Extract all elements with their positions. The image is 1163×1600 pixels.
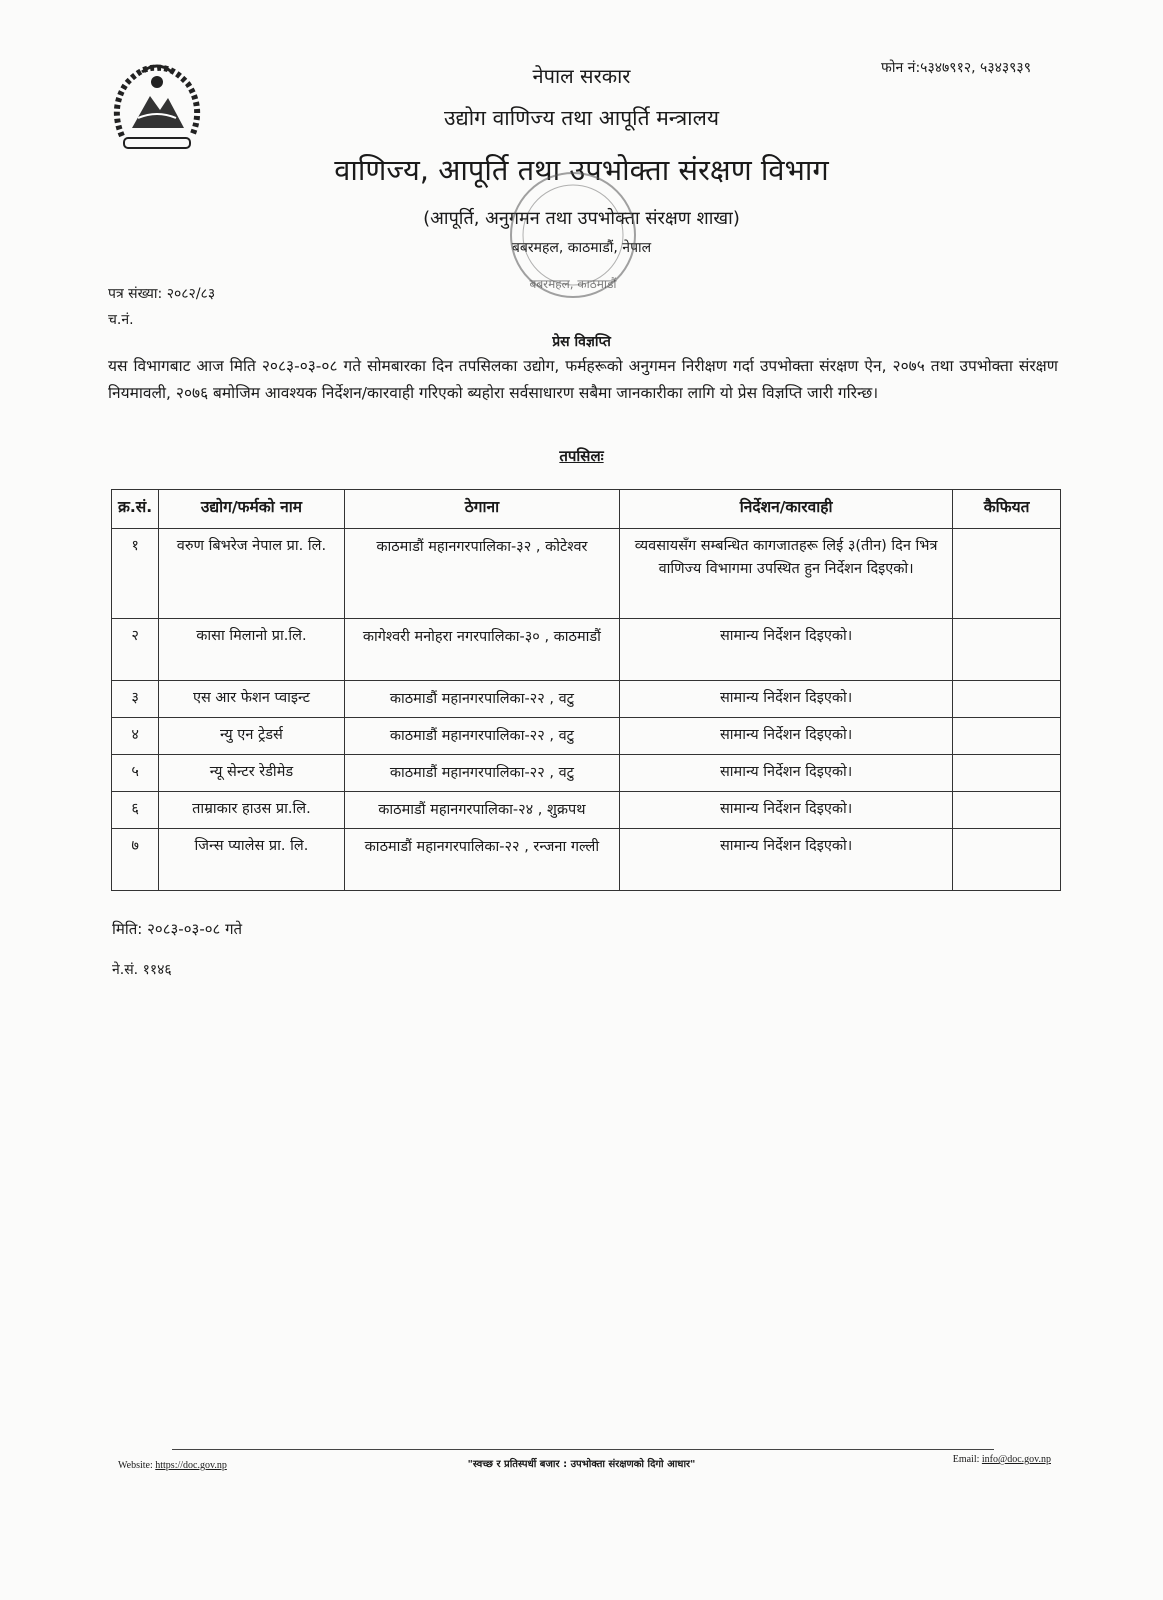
firm-name-cell: जिन्स प्यालेस प्रा. लि. [159, 829, 345, 891]
email-link[interactable]: info@doc.gov.np [981, 1454, 1051, 1465]
website-label: Website: [118, 1460, 153, 1471]
email-label: Email: [952, 1454, 980, 1465]
firm-name-cell: ताम्राकार हाउस प्रा.लि. [159, 792, 345, 829]
header-remarks: कैफियत [953, 490, 1061, 529]
nepal-sambat-year: ने.सं. ११४६ [112, 962, 172, 978]
table-row [112, 829, 1061, 891]
press-release-body: यस विभागबाट आज मिति २०८३-०३-०८ गते सोमबारका दिन तपसिलका उद्योग, फर्महरूको अनुगमन निरीक्षण गर्दा उपभोक्ता संरक्षण ऐन, २०७५ तथा उपभोक्ता संरक्षण नियमावली, २०७६ बमोजिम आवश्यक निर्देशन/कारवाही गरिएको ब्यहोरा सर्वसाधारण सबैमा जानकारीका लागि यो प्रेस विज्ञप्ति जारी गरिन्छ। [108, 357, 1058, 402]
serial-cell: ५ [112, 755, 159, 792]
action-cell: व्यवसायसँग सम्बन्धित कागजातहरू लिई ३(तीन) दिन भित्र वाणिज्य विभागमा उपस्थित हुन निर्देशन दिइएको। [620, 529, 953, 619]
table-row [112, 681, 1061, 718]
issue-date: मिति: २०८३-०३-०८ गते [112, 920, 243, 938]
serial-cell: ६ [112, 792, 159, 829]
table-header-row [112, 490, 1061, 529]
serial-cell: ७ [112, 829, 159, 891]
letter-reference-number: पत्र संख्या: २०८२/८३ [108, 286, 216, 302]
address-cell: काठमाडौं महानगरपालिका-२२ , वटु [344, 755, 619, 792]
header-address: ठेगाना [344, 490, 619, 529]
office-stamp [498, 160, 648, 310]
table-row [112, 619, 1061, 681]
website-link[interactable]: https://doc.gov.np [155, 1460, 227, 1471]
phone-number: फोन नं:५३४७९१२, ५३४३९३९ [881, 60, 1031, 76]
department-name: वाणिज्य, आपूर्ति तथा उपभोक्ता संरक्षण विभाग [334, 153, 829, 187]
table-row [112, 755, 1061, 792]
address-cell: काठमाडौं महानगरपालिका-२२ , रन्जना गल्ली [344, 829, 619, 891]
svg-text:बबरमहल, काठमाडौं: बबरमहल, काठमाडौं [529, 277, 617, 291]
dispatch-number: च.नं. [108, 312, 134, 328]
footer-slogan: "स्वच्छ र प्रतिस्पर्धी बजार : उपभोक्ता संरक्षणको दिगो आधार" [467, 1459, 696, 1470]
action-cell: सामान्य निर्देशन दिइएको। [620, 718, 953, 755]
firm-name-cell: एस आर फेशन प्वाइन्ट [159, 681, 345, 718]
table-row [112, 529, 1061, 619]
address-cell: काठमाडौं महानगरपालिका-२४ , शुक्रपथ [344, 792, 619, 829]
action-cell: सामान्य निर्देशन दिइएको। [620, 792, 953, 829]
firm-name-cell: वरुण बिभरेज नेपाल प्रा. लि. [159, 529, 345, 619]
remark-cell [953, 829, 1061, 891]
schedule-heading: तपसिलः [559, 447, 604, 465]
press-release-title: प्रेस विज्ञप्ति [552, 334, 611, 350]
remark-cell [953, 529, 1061, 619]
footer-email [953, 1454, 1051, 1465]
action-cell: सामान्य निर्देशन दिइएको। [620, 755, 953, 792]
remark-cell [953, 755, 1061, 792]
address-cell: काठमाडौं महानगरपालिका-२२ , वटु [344, 718, 619, 755]
footer-divider [172, 1449, 994, 1450]
inspection-table [111, 489, 1061, 891]
remark-cell [953, 619, 1061, 681]
serial-cell: ४ [112, 718, 159, 755]
table-row [112, 792, 1061, 829]
address-cell: कागेश्वरी मनोहरा नगरपालिका-३० , काठमाडौं [344, 619, 619, 681]
government-name: नेपाल सरकार [532, 64, 631, 88]
address-cell: काठमाडौं महानगरपालिका-२२ , वटु [344, 681, 619, 718]
serial-cell: ३ [112, 681, 159, 718]
action-cell: सामान्य निर्देशन दिइएको। [620, 619, 953, 681]
section-name: (आपूर्ति, अनुगमन तथा उपभोक्ता संरक्षण शाखा) [423, 208, 740, 229]
table-row [112, 718, 1061, 755]
header-firm-name: उद्योग/फर्मको नाम [159, 490, 345, 529]
firm-name-cell: न्यू सेन्टर रेडीमेड [159, 755, 345, 792]
office-address: बबरमहल, काठमाडौं, नेपाल [511, 240, 652, 256]
address-cell: काठमाडौं महानगरपालिका-३२ , कोटेश्वर [344, 529, 619, 619]
header-serial: क्र.सं. [112, 490, 159, 529]
ministry-name: उद्योग वाणिज्य तथा आपूर्ति मन्त्रालय [443, 106, 720, 130]
header-action: निर्देशन/कारवाही [620, 490, 953, 529]
firm-name-cell: न्यु एन ट्रेडर्स [159, 718, 345, 755]
firm-name-cell: कासा मिलानो प्रा.लि. [159, 619, 345, 681]
remark-cell [953, 718, 1061, 755]
remark-cell [953, 681, 1061, 718]
serial-cell: २ [112, 619, 159, 681]
action-cell: सामान्य निर्देशन दिइएको। [620, 829, 953, 891]
action-cell: सामान्य निर्देशन दिइएको। [620, 681, 953, 718]
serial-cell: १ [112, 529, 159, 619]
remark-cell [953, 792, 1061, 829]
